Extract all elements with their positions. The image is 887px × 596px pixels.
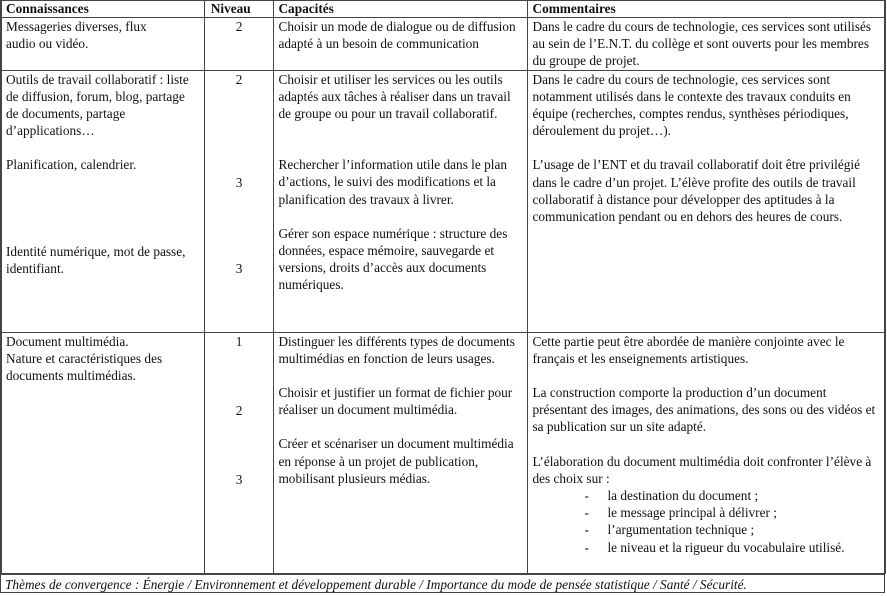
choices-list	[532, 487, 881, 556]
connaissance-text: Identité numérique, mot de passe, identifiant.	[6, 243, 186, 276]
niveau-value: 2	[235, 19, 243, 34]
niveau-value: 3	[235, 472, 243, 488]
capacite-text: Gérer son espace numérique : structure des données, espace mémoire, sauvegarde et versions, droits d’accès aux documents numériques.	[278, 225, 508, 293]
commentaire-text: L’élaboration du document multimédia doit confronter l’élève à des choix sur :	[532, 453, 872, 486]
header-row	[2, 1, 886, 18]
niveau-cell	[204, 332, 274, 573]
table-row	[2, 18, 886, 71]
capacite-text: Rechercher l’information utile dans le plan d’actions, le suivi des modifications et la planification des travaux à livrer.	[278, 157, 507, 207]
capacite-text: Créer et scénariser un document multimédia en réponse à un projet de publication, mobilisant plusieurs médias.	[278, 436, 514, 486]
commentaire-text: Dans le cadre du cours de technologie, ces services sont utilisés au sein de l’E.N.T. du collège et sont ouverts pour les membres du groupe de projet.	[532, 19, 872, 69]
list-item: - le niveau et la rigueur du vocabulaire utilisé.	[532, 539, 881, 556]
niveau-cell	[204, 18, 274, 71]
commentaires-cell	[528, 18, 886, 71]
table-row	[2, 332, 886, 573]
table-row	[2, 70, 886, 332]
connaissance-text: audio ou vidéo.	[6, 36, 89, 52]
header-niveau: Niveau	[204, 1, 274, 18]
list-item: - le message principal à délivrer ;	[532, 504, 881, 521]
capacites-cell	[274, 18, 528, 71]
connaissance-text: Outils de travail collaboratif : liste de diffusion, forum, blog, partage de documents, partage d’applications…	[6, 71, 189, 139]
capacite-text: Choisir et justifier un format de fichier pour réaliser un document multimédia.	[278, 385, 513, 418]
list-item: - la destination du document ;	[532, 487, 881, 504]
capacite-text: Choisir et utiliser les services ou les outils adaptés aux tâches à réaliser dans un travail de groupe ou pour un travail collaboratif.	[278, 71, 511, 122]
connaissance-text: Planification, calendrier.	[6, 157, 137, 173]
commentaires-cell	[528, 332, 886, 573]
list-item: - l’argumentation technique ;	[532, 521, 881, 538]
niveau-value: 3	[235, 174, 243, 190]
commentaire-text: Cette partie peut être abordée de manière conjointe avec le français et les enseignements artistiques.	[532, 333, 845, 366]
capacite-text: Distinguer les différents types de documents multimédias en fonction de leurs usages.	[278, 333, 515, 366]
header-connaissances: Connaissances	[2, 1, 205, 18]
connaissances-cell	[2, 18, 205, 71]
capacite-text: Choisir un mode de dialogue ou de diffusion adapté à un besoin de communication	[278, 19, 516, 52]
commentaire-text: L’usage de l’ENT et du travail collaboratif doit être privilégié dans le cadre d’un projet. L’élève profite des outils de travail collaboratif à distance pour développer des aptitudes à la communication pendant ou en dehors des heures de cours.	[532, 157, 860, 225]
niveau-value: 2	[235, 402, 243, 418]
niveau-cell	[204, 70, 274, 332]
connaissance-text: Document multimédia.	[6, 333, 129, 349]
connaissances-cell	[2, 70, 205, 332]
header-capacites: Capacités	[274, 1, 528, 18]
capacites-cell	[274, 70, 528, 332]
niveau-value: 3	[235, 261, 243, 277]
niveau-value: 1	[235, 333, 243, 349]
header-commentaires: Commentaires	[528, 1, 886, 18]
commentaires-cell	[528, 70, 886, 332]
connaissance-text: Messageries diverses, flux	[6, 19, 147, 34]
capacites-cell	[274, 332, 528, 573]
niveau-value: 2	[235, 71, 243, 87]
connaissance-text: Nature et caractéristiques des documents multimédias.	[6, 350, 163, 384]
commentaire-text: Dans le cadre du cours de technologie, ces services sont notamment utilisés dans le contexte des travaux conduits en équipe (recherches, comptes rendus, synthèses périodiques, déroulement du projet…).	[532, 71, 851, 139]
curriculum-table	[1, 0, 886, 574]
commentaire-text: La construction comporte la production d’un document présentant des images, des animations, des sons ou des vidéos et sa publication sur un site adapté.	[532, 385, 876, 435]
convergence-themes-footer: Thèmes de convergence : Énergie / Environnement et développement durable / Importance du mode de pensée statistique / Santé / Sécurité.	[1, 574, 884, 596]
connaissances-cell	[2, 332, 205, 573]
